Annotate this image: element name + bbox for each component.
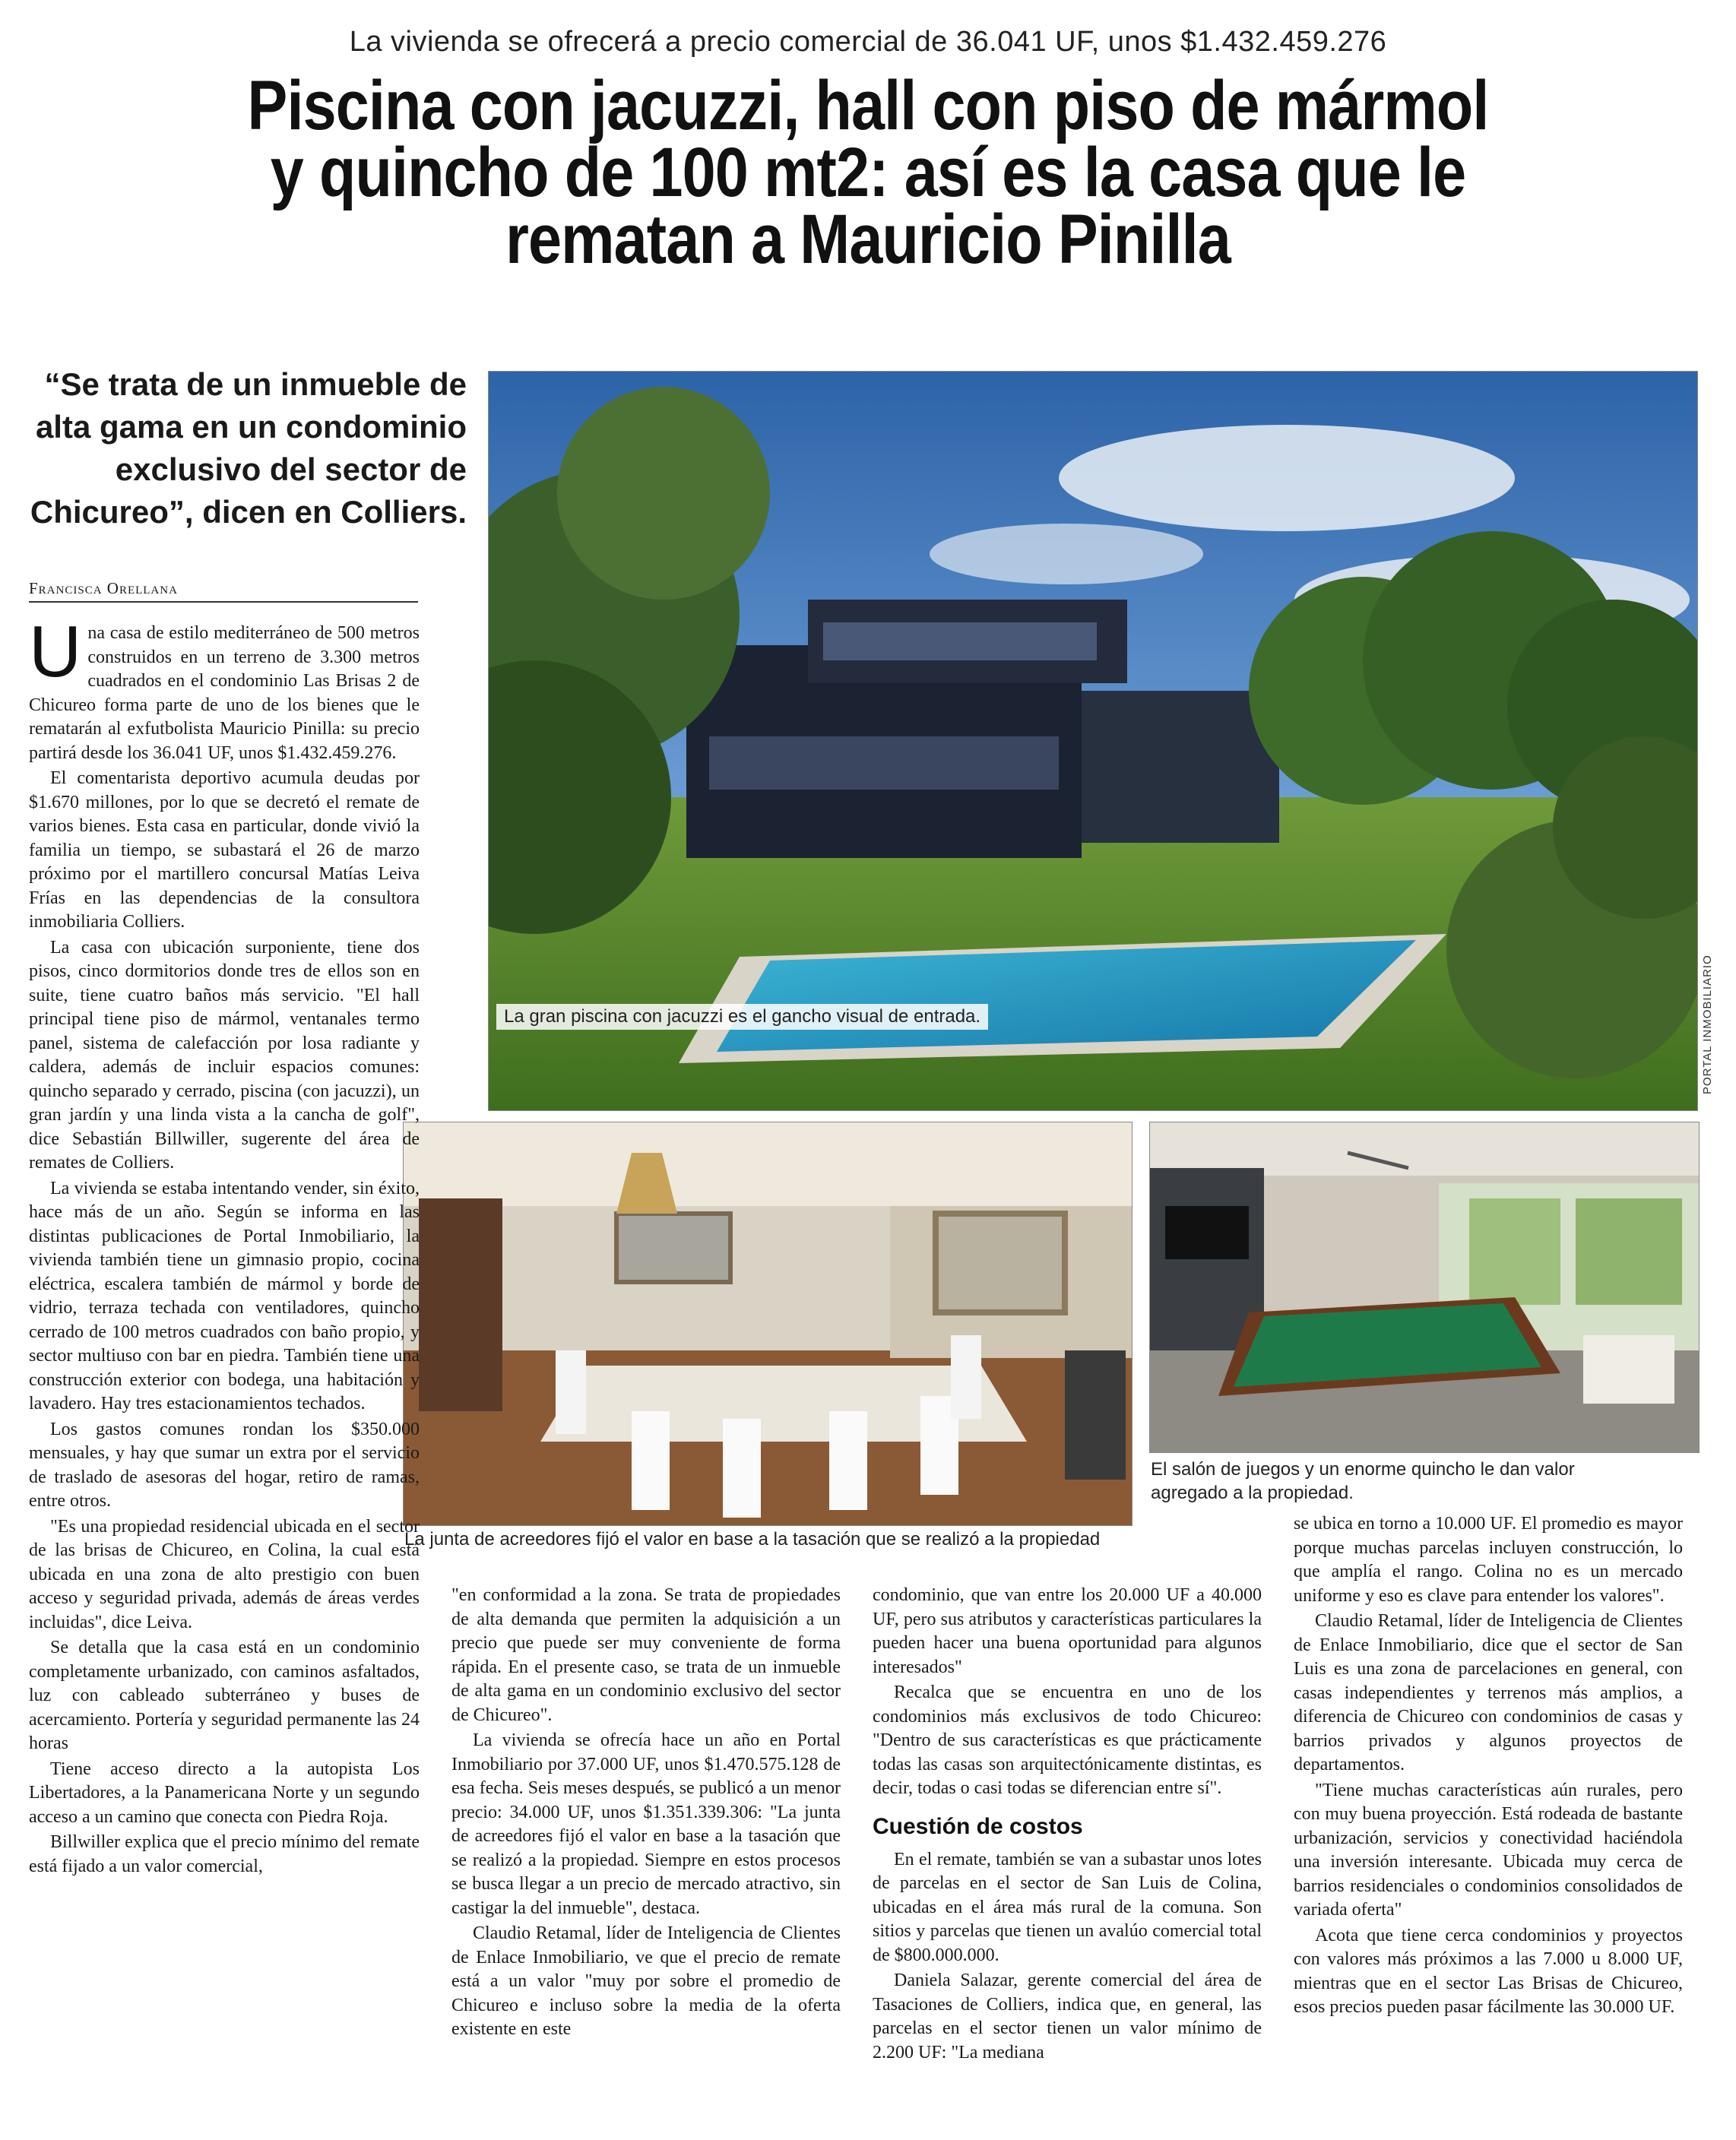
games-photo-caption: El salón de juegos y un enorme quincho le dan valor agregado a la propiedad. — [1151, 1459, 1575, 1503]
article-column-2 — [451, 1584, 841, 2043]
col2-paragraph-2: La vivienda se ofrecía hace un año en Portal Inmobiliario por 37.000 UF, unos $1.470.575.128 de esa fecha. Seis meses después, se publicó a un menor precio: 34.000 UF, unos $1.351.339.306: "La junta de acreedores fijó el valor en base a la tasación que se realizó a la propiedad. Siempre en estos procesos se busca llegar a un precio de mercado atractivo, sin castigar la del inmueble", destaca. — [451, 1730, 841, 1918]
photo-credit: PORTAL INMOBILIARIO — [1701, 954, 1714, 1094]
col1-paragraph-6: "Es una propiedad residencial ubicada en el sector de las brisas de Chicureo, en Colina, la cual está ubicada en una zona de alto prestigio con buen acceso y seguridad privada, además de áreas verdes incluidas", dice Leiva. — [29, 1516, 420, 1632]
subhead-cuestion-de-costos: Cuestión de costos — [873, 1813, 1083, 1839]
dining-photo-caption: La junta de acreedores fijó el valor en base a la tasación que se realizó a la propiedad — [404, 1529, 1101, 1550]
headline-line-1: Piscina con jacuzzi, hall con piso de mármol — [247, 67, 1489, 144]
headline-line-3: rematan a Mauricio Pinilla — [505, 201, 1231, 278]
dining-room-illustration — [404, 1122, 1132, 1525]
article-column-1 — [29, 611, 420, 1880]
col2-paragraph-3: Claudio Retamal, líder de Inteligencia de Clientes de Enlace Inmobiliario, ve que el precio de remate está a un valor "muy por sobre el promedio de Chicureo e incluso sobre la media de la oferta existente en este — [451, 1923, 841, 2039]
col3-paragraph-3: En el remate, también se van a subastar unos lotes de parcelas en el sector de San Luis de Colina, ubicadas en el área más rural de la comuna. Son sitios y parcelas que tienen un avalúo comercial total de $800.000.000. — [873, 1849, 1262, 1965]
col4-paragraph-3: "Tiene muchas características aún rurales, pero con muy buena proyección. Está rodeada de bastante urbanización, servicios y conectividad haciéndola una inversión interesante. Ubicada muy cerca de barrios residenciales o condominios consolidados de variada oferta" — [1294, 1780, 1683, 1920]
pull-quote: “Se trata de un inmueble de alta gama en un condominio exclusivo del sector de Chicureo”, dicen en Colliers. — [30, 366, 467, 530]
col4-paragraph-1: se ubica en torno a 10.000 UF. El promedio es mayor porque muchas parcelas incluyen construcción, lo que amplía el rango. Colina no es un mercado uniforme y eso es clave para entender los valores". — [1294, 1514, 1683, 1606]
col1-paragraph-7: Se detalla que la casa está en un condominio completamente urbanizado, con caminos asfaltados, luz con cableado subterráneo y buses de acercamiento. Portería y seguridad permanente las 24 horas — [29, 1638, 420, 1753]
col1-paragraph-3: La casa con ubicación surponiente, tiene dos pisos, cinco dormitorios donde tres de ellos son en suite, tiene cuatro baños más servicio. "El hall principal tiene piso de mármol, ventanales termo panel, sistema de calefacción por losa radiante y caldera, además de incluir espacios comunes: quincho separado y cerrado, piscina (con jacuzzi), un gran jardín y una linda vista a la cancha de golf", dice Sebastián Billwiller, sugerente del área de remates de Colliers. — [29, 937, 420, 1173]
headline-line-2: y quincho de 100 mt2: así es la casa que le — [270, 134, 1466, 211]
col1-paragraph-4: La vivienda se estaba intentando vender, sin éxito, hace más de un año. Según se informa en las distintas publicaciones de Portal Inmobiliario, la vivienda también tiene un gimnasio propio, cocina eléctrica, escalera también de mármol y borde de vidrio, terraza techada con ventiladores, quincho cerrado de 100 metros cuadrados con baño propio, y sector multiuso con bar en piedra. También tiene una construcción exterior con bodega, una habitación y lavadero. Hay tres estacionamientos techados. — [29, 1178, 420, 1413]
col1-paragraph-8: Tiene acceso directo a la autopista Los Libertadores, a la Panamericana Norte y un segundo acceso a un camino que conecta con Piedra Roja. — [29, 1759, 420, 1827]
col3-paragraph-1: condominio, que van entre los 20.000 UF a 40.000 UF, pero sus atributos y características particulares la pueden hacer una buena oportunidad para algunos interesados" — [873, 1585, 1262, 1677]
games-room-photo — [1149, 1122, 1700, 1453]
col1-paragraph-9: Billwiller explica que el precio mínimo del remate está fijado a un valor comercial, — [29, 1832, 420, 1876]
col2-paragraph-1: "en conformidad a la zona. Se trata de propiedades de alta demanda que permiten la adquisición a un precio que puede ser muy conveniente de forma rápida. En el presente caso, se trata de un inmueble de alta gama en un condominio exclusivo del sector de Chicureo". — [451, 1585, 841, 1725]
col4-paragraph-4: Acota que tiene cerca condominios y proyectos con valores más próximos a las 7.000 u 8.000 UF, mientras que en el sector Las Brisas de Chicureo, esos precios pueden pasar fácilmente las 30.000 UF. — [1294, 1925, 1683, 2017]
article-column-4 — [1294, 1512, 1683, 2021]
col1-paragraph-2: El comentarista deportivo acumula deudas por $1.670 millones, por lo que se decretó el remate de varios bienes. Esta casa en particular, donde vivió la familia un tiempo, se subastará el 26 de marzo próximo por el martillero concursal Matías Leiva Frías en las dependencias de la consultora inmobiliaria Colliers. — [29, 768, 420, 932]
col1-paragraph-1: na casa de estilo mediterráneo de 500 metros construidos en un terreno de 3.300 metros cuadrados en el condominio Las Brisas 2 de Chicureo forma parte de uno de los bienes que le rematarán al exfutbolista Mauricio Pinilla: su precio partirá desde los 36.041 UF, unos $1.432.459.276. — [29, 623, 420, 763]
house-pool-illustration — [489, 372, 1697, 1110]
col3-paragraph-4: Daniela Salazar, gerente comercial del área de Tasaciones de Colliers, indica que, en general, las parcelas en el sector tienen un valor mínimo de 2.200 UF: "La mediana — [873, 1971, 1262, 2062]
dropcap-letter: U — [29, 611, 82, 692]
article-column-3 — [873, 1584, 1262, 2066]
col3-paragraph-2: Recalca que se encuentra en uno de los condominios más exclusivos de todo Chicureo: "Dentro de sus características es que prácticamente todas las casas son arquitectónicamente distintas, es decir, todas o casi todas se diferencian entre sí". — [873, 1683, 1262, 1798]
main-photo-house-pool — [488, 371, 1698, 1111]
col1-paragraph-5: Los gastos comunes rondan los $350.000 mensuales, y hay que sumar un extra por el servicio de traslado de asesoras del hogar, retiro de ramas, entre otros. — [29, 1419, 420, 1511]
kicker: La vivienda se ofrecerá a precio comercial de 36.041 UF, unos $1.432.459.276 — [349, 26, 1387, 58]
dining-room-photo — [403, 1122, 1133, 1526]
games-room-illustration — [1150, 1122, 1699, 1452]
main-photo-caption: La gran piscina con jacuzzi es el gancho visual de entrada. — [496, 1004, 988, 1030]
col4-paragraph-2: Claudio Retamal, líder de Inteligencia de Clientes de Enlace Inmobiliario, dice que el sector de San Luis es una zona de parcelaciones en general, con casas independientes y terrenos más amplios, a diferencia de Chicureo con condominios de casas y barrios privados y algunos proyectos de departamentos. — [1294, 1611, 1683, 1774]
headline — [160, 67, 1575, 278]
byline: Francisca Orellana — [29, 579, 418, 603]
